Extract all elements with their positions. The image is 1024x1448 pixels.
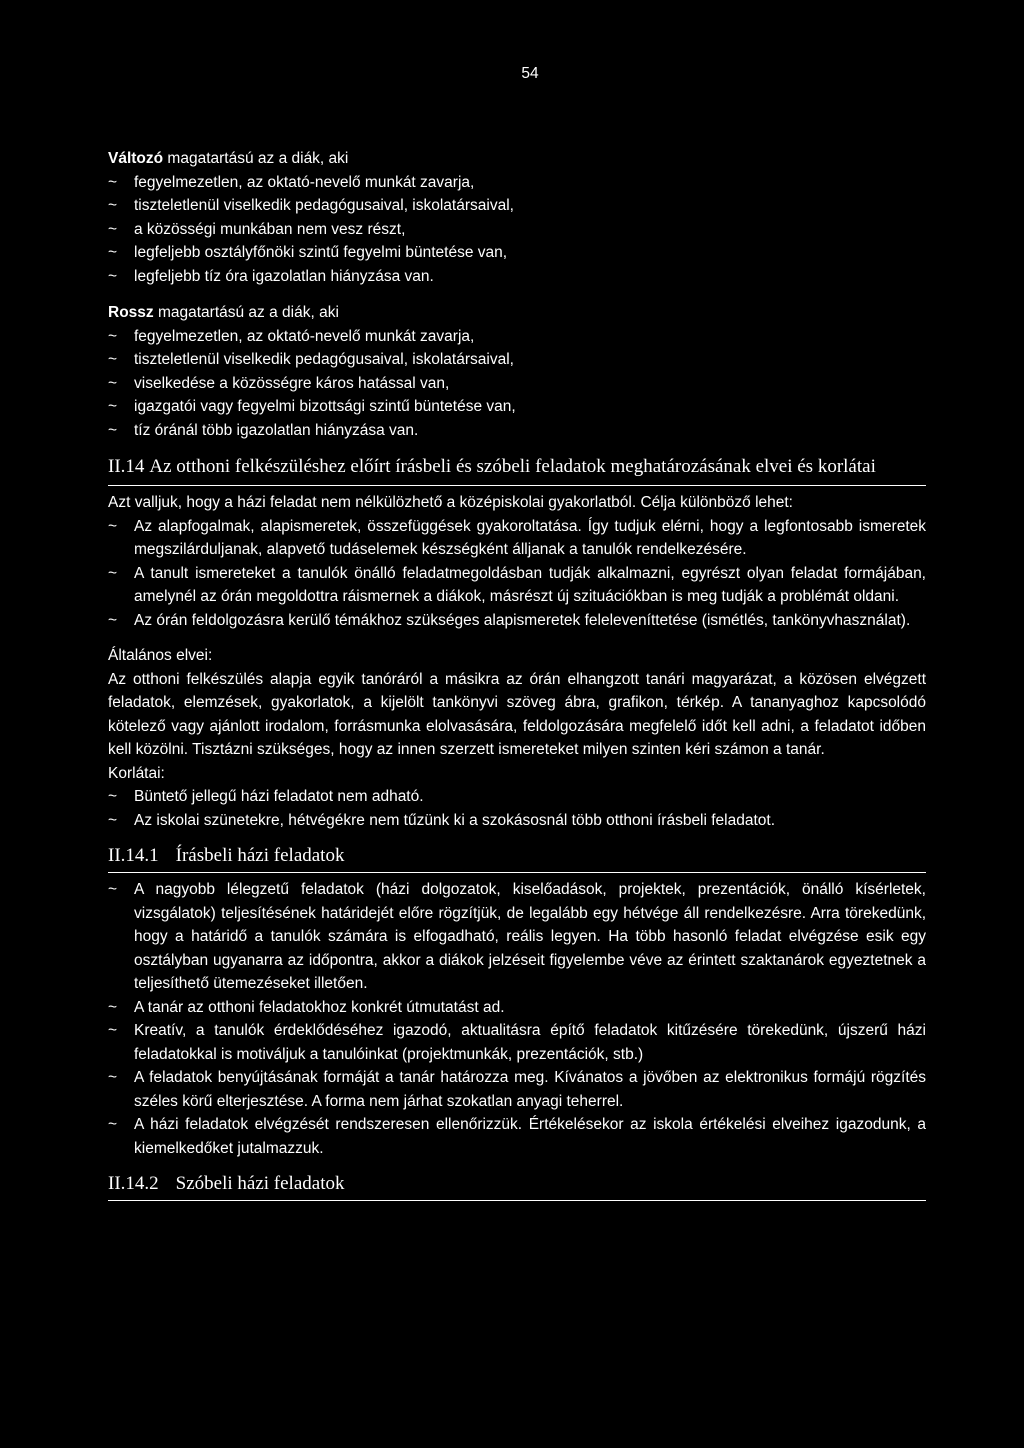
purpose-list xyxy=(108,515,926,633)
subsection-title: Írásbeli házi feladatok xyxy=(175,845,345,866)
list-item: ~ Kreatív, a tanulók érdeklődéséhez igazodó, aktualitásra építő feladatok kitűzésére törekedünk, újszerű házi feladatokkal is motiváljuk a tanulóinkat (projektmunkák, prezentációk, stb.) xyxy=(108,1019,926,1066)
korlatai-label: Korlátai: xyxy=(108,764,165,782)
list-item: ~ A tanár az otthoni feladatokhoz konkrét útmutatást ad. xyxy=(108,996,926,1020)
list-item: ~ Az iskolai szünetekre, hétvégékre nem tűzünk ki a szokásosnál több otthoni írásbeli feladatot. xyxy=(108,809,926,833)
irasbeli-list xyxy=(108,878,926,1160)
subsection-heading-1 xyxy=(108,844,926,873)
list-item: ~ fegyelmezetlen, az oktató-nevelő munkát zavarja, xyxy=(108,171,926,195)
list-item: ~ A házi feladatok elvégzését rendszeresen ellenőrizzük. Értékelésekor az iskola értékelési elveihez igazodunk, a kiemelkedőket jutalmazzuk. xyxy=(108,1113,926,1160)
list-item: ~ A tanult ismereteket a tanulók önálló feladatmegoldásban tudják alkalmazni, egyrészt olyan feladat formájában, amelynél az órán megoldottra ráismernek a diákok, másrészt új szituációkban is meg tudják a problémát oldani. xyxy=(108,562,926,609)
list-item: ~ tiszteletlenül viselkedik pedagógusaival, iskolatársaival, xyxy=(108,194,926,218)
list-item: ~ viselkedése a közösségre káros hatással van, xyxy=(108,372,926,396)
rossz-label: Rossz xyxy=(108,304,154,321)
list-item: ~ fegyelmezetlen, az oktató-nevelő munkát zavarja, xyxy=(108,325,926,349)
subsection-title: Szóbeli házi feladatok xyxy=(175,1173,345,1194)
valtozo-list xyxy=(108,171,926,289)
list-item: ~ a közösségi munkában nem vesz részt, xyxy=(108,218,926,242)
section-title: Az otthoni felkészüléshez előírt írásbeli és szóbeli feladatok meghatározásának elvei és korlátai xyxy=(149,456,876,477)
list-item: ~ igazgatói vagy fegyelmi bizottsági szintű büntetése van, xyxy=(108,395,926,419)
rossz-intro-text: magatartású az a diák, aki xyxy=(153,304,339,321)
list-item: ~ Büntető jellegű házi feladatot nem adható. xyxy=(108,785,926,809)
list-item: ~ Az alapfogalmak, alapismeretek, összefüggések gyakoroltatása. Így tudjuk elérni, hogy a legfontosabb ismeretek megszilárduljanak, alapvető tudáselemek készségként álljanak a tanulók rendelkezésére. xyxy=(108,515,926,562)
section-intro: Azt valljuk, hogy a házi feladat nem nélkülözhető a középiskolai gyakorlatból. Célja különböző lehet: xyxy=(108,494,793,511)
list-item: ~ legfeljebb tíz óra igazolatlan hiányzása van. xyxy=(108,265,926,289)
elvei-text: Az otthoni felkészülés alapja egyik tanóráról a másikra az órán elhangzott tanári magyarázat, a közösen elvégzett feladatok, elemzések, gyakorlatok, a kijelölt tankönyvi szöveg ábra, grafikon, térkép. A tananyaghoz kapcsolódó kötelező vagy ajánlott irodalom, forrásmunka elolvasására, feldolgozására megfelelő időt kell adni, a feladatot időben kell közölni. Tisztázni szükséges, hogy az innen szerzett ismereteket milyen szinten kéri számon a tanár. xyxy=(108,670,926,758)
section-number: II.14 xyxy=(108,456,145,477)
rossz-intro xyxy=(108,301,926,325)
valtozo-intro-text: magatartású az a diák, aki xyxy=(163,150,349,167)
list-item: ~ Az órán feldolgozásra kerülő témákhoz szükséges alapismeretek feleleveníttetése (ismétlés, tankönyvhasználat). xyxy=(108,609,926,633)
list-item: ~ A feladatok benyújtásának formáját a tanár határozza meg. Kívánatos a jövőben az elektronikus formájú rögzítés széles körű elterjesztése. A forma nem járhat szokatlan anyagi teherrel. xyxy=(108,1066,926,1113)
valtozo-label: Változó xyxy=(108,150,164,167)
rossz-list xyxy=(108,325,926,443)
korlatai-list xyxy=(108,785,926,832)
list-item: ~ tíz óránál több igazolatlan hiányzása van. xyxy=(108,419,926,443)
page-content xyxy=(108,147,926,1206)
section-heading xyxy=(108,455,926,486)
list-item: ~ tiszteletlenül viselkedik pedagógusaival, iskolatársaival, xyxy=(108,348,926,372)
page-number: 54 xyxy=(521,65,539,82)
subsection-heading-2 xyxy=(108,1172,926,1201)
valtozo-intro xyxy=(108,147,926,171)
elvei-label: Általános elvei: xyxy=(108,647,213,664)
subsection-number: II.14.1 xyxy=(108,845,159,866)
list-item: ~ A nagyobb lélegzetű feladatok (házi dolgozatok, kiselőadások, projektek, prezentációk, önálló kísérletek, vizsgálatok) teljesítésének határidejét előre rögzítjük, de legalább egy hétvége áll rendelkezésre. Arra törekedünk, hogy a határidő a tanulók számára is elfogadható, reális legyen. Ha több hasonló feladat elvégzése esik egy osztályban ugyanarra az időpontra, akkor a diákok jelzéseit figyelembe véve az érintett szaktanárok egyeztetnek a teljesíthető ütemezéseket illetően. xyxy=(108,878,926,996)
list-item: ~ legfeljebb osztályfőnöki szintű fegyelmi büntetése van, xyxy=(108,241,926,265)
subsection-number: II.14.2 xyxy=(108,1173,159,1194)
